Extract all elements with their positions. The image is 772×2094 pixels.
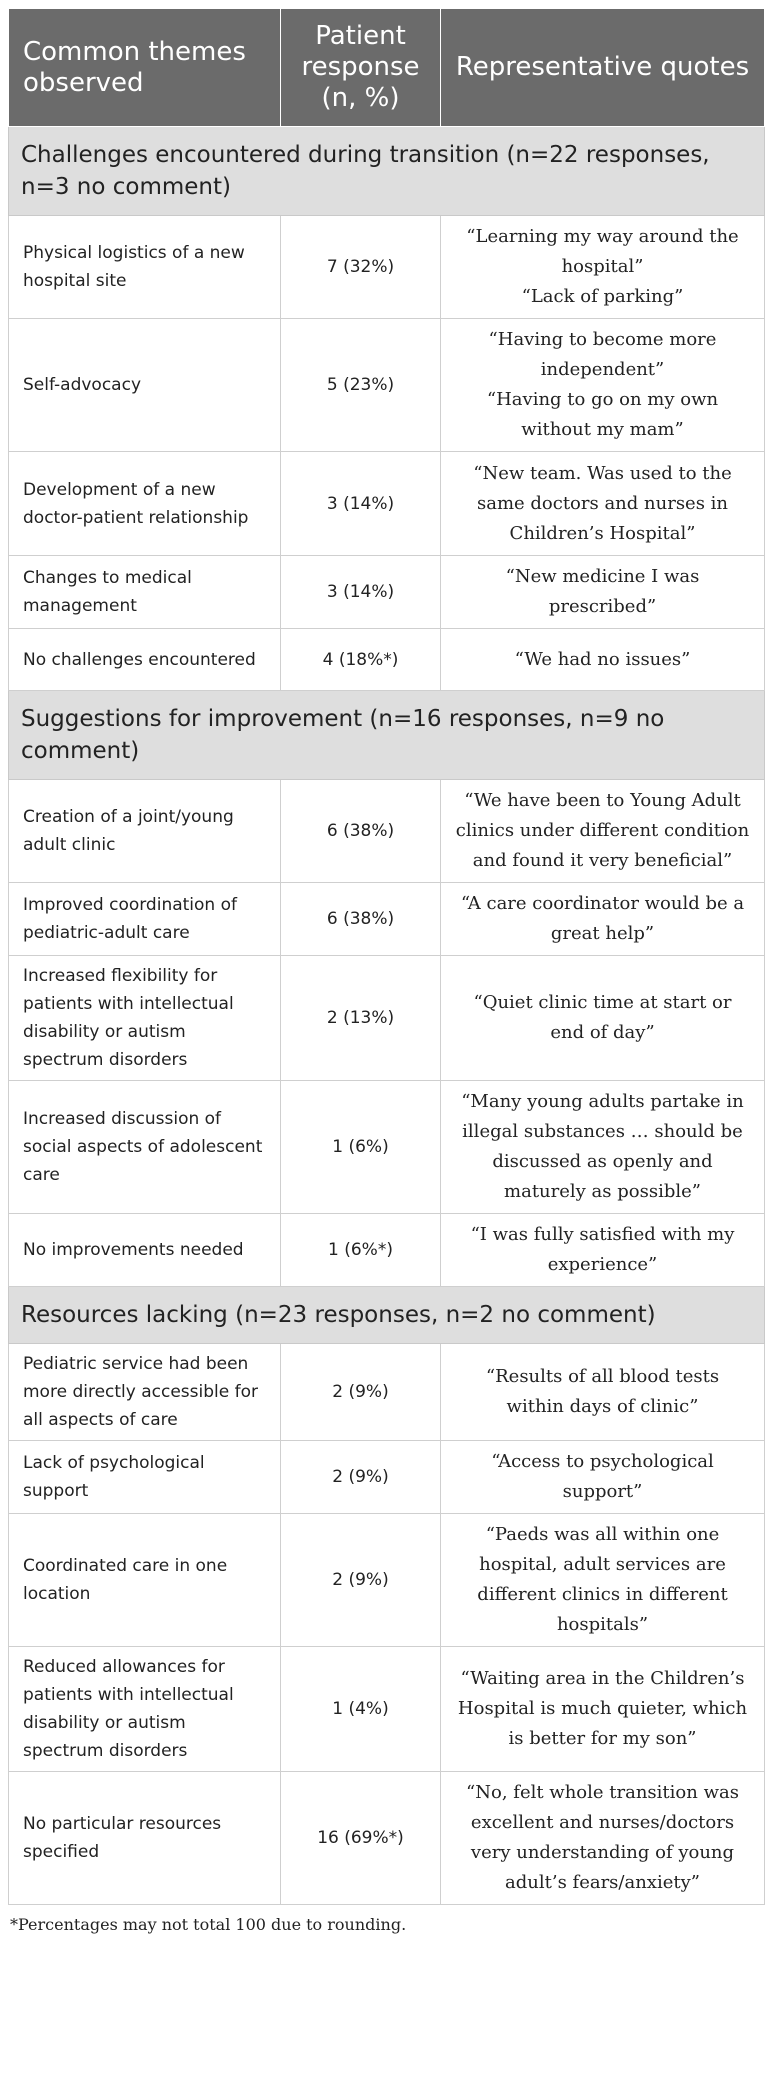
table-row [9, 629, 765, 691]
theme-cell: Coordinated care in one location [9, 1514, 281, 1647]
quote-line: “Access to psychological support” [491, 1451, 714, 1502]
response-cell: 1 (6%*) [281, 1214, 441, 1287]
theme-cell: Pediatric service had been more directly accessible for all aspects of care [9, 1344, 281, 1441]
themes-table [8, 8, 765, 1905]
quote-cell [441, 1344, 765, 1441]
document [8, 8, 764, 1934]
theme-cell: Improved coordination of pediatric-adult care [9, 883, 281, 956]
section-header [9, 127, 765, 216]
quote-line: “New medicine I was prescribed” [505, 566, 700, 617]
table-row [9, 1081, 765, 1214]
quote-cell [441, 452, 765, 556]
theme-cell: Increased flexibility for patients with intellectual disability or autism spectrum disorders [9, 956, 281, 1081]
quote-line: “We had no issues” [514, 648, 691, 670]
theme-cell: Self-advocacy [9, 319, 281, 452]
quote-line: “Waiting area in the Children’s Hospital is much quieter, which is better for my son” [457, 1668, 748, 1749]
theme-cell: Physical logistics of a new hospital site [9, 216, 281, 319]
quote-line: “Many young adults partake in illegal substances … should be discussed as openly and maturely as possible” [461, 1091, 744, 1202]
table-row [9, 556, 765, 629]
quote-cell [441, 629, 765, 691]
table-row [9, 780, 765, 883]
table-row [9, 1647, 765, 1772]
quote-cell [441, 319, 765, 452]
quote-line: “Learning my way around the hospital” [466, 226, 739, 277]
quote-line: “Quiet clinic time at start or end of day” [473, 992, 732, 1043]
response-cell: 1 (4%) [281, 1647, 441, 1772]
response-cell: 2 (9%) [281, 1344, 441, 1441]
response-cell: 4 (18%*) [281, 629, 441, 691]
quote-cell [441, 956, 765, 1081]
quote-cell [441, 1647, 765, 1772]
response-cell: 7 (32%) [281, 216, 441, 319]
table-row [9, 883, 765, 956]
quote-line: “Results of all blood tests within days of clinic” [485, 1366, 720, 1417]
table-row [9, 1772, 765, 1905]
quote-cell [441, 1772, 765, 1905]
table-header [9, 9, 765, 127]
header-patient-response: Patient response (n, %) [281, 9, 441, 127]
quote-line: “Paeds was all within one hospital, adult services are different clinics in different hospitals” [477, 1524, 728, 1635]
section-title: Suggestions for improvement (n=16 responses, n=9 no comment) [9, 691, 765, 780]
response-cell: 6 (38%) [281, 780, 441, 883]
quote-line: “I was fully satisfied with my experience” [470, 1224, 735, 1275]
quote-line: “Having to become more independent” [488, 329, 717, 380]
section-title: Challenges encountered during transition (n=22 responses, n=3 no comment) [9, 127, 765, 216]
table-row [9, 1214, 765, 1287]
quote-cell [441, 216, 765, 319]
table-row [9, 452, 765, 556]
theme-cell: Reduced allowances for patients with intellectual disability or autism spectrum disorders [9, 1647, 281, 1772]
quote-line: “New team. Was used to the same doctors and nurses in Children’s Hospital” [473, 462, 732, 544]
table-body [9, 127, 765, 1905]
theme-cell: Changes to medical management [9, 556, 281, 629]
header-quotes: Representative quotes [441, 9, 765, 127]
theme-cell: Increased discussion of social aspects of adolescent care [9, 1081, 281, 1214]
response-cell: 3 (14%) [281, 556, 441, 629]
response-cell: 3 (14%) [281, 452, 441, 556]
section-header [9, 1287, 765, 1344]
quote-cell [441, 883, 765, 956]
table-row [9, 956, 765, 1081]
theme-cell: No improvements needed [9, 1214, 281, 1287]
quote-cell [441, 1081, 765, 1214]
response-cell: 2 (13%) [281, 956, 441, 1081]
response-cell: 2 (9%) [281, 1514, 441, 1647]
quote-line: “Lack of parking” [521, 286, 684, 307]
footnote: *Percentages may not total 100 due to rounding. [10, 1915, 407, 1934]
header-themes: Common themes observed [9, 9, 281, 127]
section-title: Resources lacking (n=23 responses, n=2 no comment) [9, 1287, 765, 1344]
quote-line: “A care coordinator would be a great help” [460, 893, 745, 944]
quote-line: “No, felt whole transition was excellent and nurses/doctors very understanding of young adult’s fears/anxiety” [466, 1782, 739, 1893]
response-cell: 1 (6%) [281, 1081, 441, 1214]
response-cell: 2 (9%) [281, 1441, 441, 1514]
quote-cell [441, 1214, 765, 1287]
table-row [9, 1441, 765, 1514]
quote-line: “We have been to Young Adult clinics under different condition and found it very beneficial” [455, 790, 750, 871]
theme-cell: Creation of a joint/young adult clinic [9, 780, 281, 883]
quote-cell [441, 1441, 765, 1514]
table-row [9, 216, 765, 319]
theme-cell: No particular resources specified [9, 1772, 281, 1905]
table-row [9, 1514, 765, 1647]
quote-line: “Having to go on my own without my mam” [486, 389, 719, 440]
theme-cell: Development of a new doctor-patient relationship [9, 452, 281, 556]
response-cell: 6 (38%) [281, 883, 441, 956]
quote-cell [441, 556, 765, 629]
section-header [9, 691, 765, 780]
quote-cell [441, 780, 765, 883]
table-row [9, 319, 765, 452]
theme-cell: No challenges encountered [9, 629, 281, 691]
quote-cell [441, 1514, 765, 1647]
theme-cell: Lack of psychological support [9, 1441, 281, 1514]
response-cell: 16 (69%*) [281, 1772, 441, 1905]
table-row [9, 1344, 765, 1441]
response-cell: 5 (23%) [281, 319, 441, 452]
